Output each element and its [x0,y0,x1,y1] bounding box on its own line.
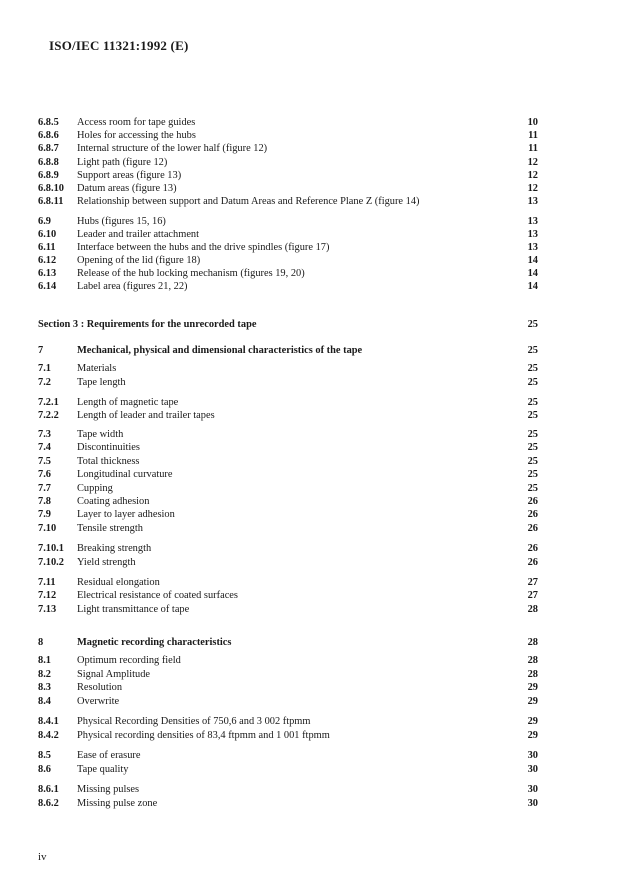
toc-clause-number: 7.5 [38,456,51,467]
toc-page-number: 25 [527,410,538,421]
toc-entry [0,409,631,422]
toc-entry [0,695,631,708]
toc-clause-number: 7.11 [38,577,56,588]
toc-clause-number: 6.12 [38,255,57,266]
toc-clause-number: 7.2 [38,377,51,388]
toc-entry [0,344,631,357]
toc-clause-title: Relationship between support and Datum Areas and Reference Plane Z (figure 14) [77,196,420,207]
toc-page-number: 25 [527,319,538,330]
toc-page-number: 13 [527,216,538,227]
toc-clause-title: Ease of erasure [77,750,141,761]
toc-clause-title: Materials [77,363,117,374]
toc-clause-number: 6.8.6 [38,130,59,141]
toc-page-number: 30 [527,784,538,795]
toc-page-number: 25 [527,456,538,467]
toc-entry [0,797,631,810]
toc-entry [0,729,631,742]
toc-entry [0,142,631,155]
toc-clause-title: Length of magnetic tape [77,397,179,408]
toc-section-label: Section 3 : Requirements for the unrecorded tape [38,319,257,330]
toc-clause-number: 6.8.10 [38,183,64,194]
toc-clause-title: Missing pulses [77,784,140,795]
toc-clause-title: Internal structure of the lower half (figure 12) [77,143,268,154]
toc-clause-title: Tape width [77,429,124,440]
toc-page-number: 29 [527,730,538,741]
toc-clause-title: Resolution [77,682,123,693]
toc-clause-number: 7.10 [38,523,57,534]
toc-clause-number: 7.10.2 [38,557,64,568]
toc-page-number: 28 [527,655,538,666]
toc-entry [0,495,631,508]
toc-page-number: 14 [527,268,538,279]
toc-clause-title: Discontinuities [77,442,140,453]
toc-page-number: 14 [527,281,538,292]
toc-clause-number: 8.5 [38,750,51,761]
toc-entry [0,654,631,667]
toc-entry [0,215,631,228]
toc-page-number: 12 [527,170,538,181]
toc-clause-number: 7.3 [38,429,51,440]
toc-clause-title: Signal Amplitude [77,669,151,680]
toc-clause-title: Total thickness [77,456,140,467]
toc-clause-title: Overwrite [77,696,120,707]
toc-page-number: 11 [528,143,538,154]
toc-clause-title: Physical Recording Densities of 750,6 and 3 002 ftpmm [77,716,311,727]
toc-clause-number: 6.14 [38,281,57,292]
toc-entry [0,129,631,142]
toc-clause-number: 8 [38,637,44,648]
toc-clause-number: 6.8.11 [38,196,64,207]
toc-page-number: 26 [527,543,538,554]
toc-entry [0,376,631,389]
toc-page-number: 29 [527,682,538,693]
toc-page-number: 13 [527,229,538,240]
toc-clause-number: 7.6 [38,469,51,480]
toc-clause-number: 8.6.2 [38,798,59,809]
toc-clause-number: 8.1 [38,655,51,666]
toc-clause-title: Tensile strength [77,523,143,534]
toc-page-number: 25 [527,397,538,408]
toc-clause-title: Physical recording densities of 83,4 ftpmm and 1 001 ftpmm [77,730,330,741]
toc-clause-title: Optimum recording field [77,655,181,666]
toc-clause-title: Electrical resistance of coated surfaces [77,590,238,601]
toc-clause-title: Support areas (figure 13) [77,170,182,181]
toc-entry [0,241,631,254]
toc-clause-title: Opening of the lid (figure 18) [77,255,201,266]
toc-entry [0,603,631,616]
toc-page-number: 25 [527,363,538,374]
toc-clause-number: 7 [38,345,44,356]
toc-clause-title: Light path (figure 12) [77,157,168,168]
toc-page-number: 30 [527,764,538,775]
toc-clause-title: Breaking strength [77,543,152,554]
toc-page-number: 25 [527,377,538,388]
toc-clause-number: 6.8.7 [38,143,59,154]
toc-entry [0,254,631,267]
toc-page-number: 27 [527,577,538,588]
toc-page-number: 27 [527,590,538,601]
toc-entry [0,396,631,409]
toc-clause-number: 7.13 [38,604,57,615]
toc-clause-title: Longitudinal curvature [77,469,173,480]
toc-page-number: 25 [527,429,538,440]
toc-entry [0,556,631,569]
toc-entry [0,576,631,589]
toc-entry [0,715,631,728]
toc-clause-title: Residual elongation [77,577,160,588]
toc-clause-number: 7.2.2 [38,410,59,421]
toc-page-number: 13 [527,196,538,207]
toc-entry [0,482,631,495]
toc-page-number: 26 [527,523,538,534]
toc-page-number: 25 [527,483,538,494]
toc-entry [0,522,631,535]
toc-clause-title: Length of leader and trailer tapes [77,410,215,421]
toc-clause-number: 7.2.1 [38,397,59,408]
page-number-footer: iv [38,851,47,863]
toc-clause-number: 7.12 [38,590,57,601]
toc-page-number: 30 [527,750,538,761]
toc-page-number: 26 [527,557,538,568]
toc-clause-title: Release of the hub locking mechanism (figures 19, 20) [77,268,305,279]
toc-page-number: 26 [527,509,538,520]
toc-page-number: 25 [527,469,538,480]
toc-clause-number: 8.6.1 [38,784,59,795]
toc-clause-number: 7.1 [38,363,51,374]
toc-clause-number: 8.2 [38,669,51,680]
toc-clause-title: Holes for accessing the hubs [77,130,196,141]
toc-entry [0,455,631,468]
toc-entry [0,182,631,195]
toc-clause-title: Tape length [77,377,126,388]
toc-page-number: 25 [527,345,538,356]
toc-entry [0,749,631,762]
toc-page-number: 28 [527,604,538,615]
toc-page-number: 12 [527,183,538,194]
toc-clause-number: 8.6 [38,764,51,775]
toc-clause-title: Light transmittance of tape [77,604,190,615]
toc-clause-title: Hubs (figures 15, 16) [77,216,166,227]
toc-clause-title: Access room for tape guides [77,117,196,128]
toc-clause-number: 6.8.5 [38,117,59,128]
toc-clause-number: 8.4.1 [38,716,59,727]
toc-page-number: 28 [527,637,538,648]
toc-clause-title: Layer to layer adhesion [77,509,175,520]
toc-clause-title: Label area (figures 21, 22) [77,281,188,292]
toc-entry [0,542,631,555]
toc-page-number: 29 [527,716,538,727]
toc-page-number: 25 [527,442,538,453]
toc-clause-number: 7.9 [38,509,51,520]
toc-clause-number: 6.11 [38,242,56,253]
toc-entry [0,468,631,481]
toc-entry [0,228,631,241]
toc-clause-title: Magnetic recording characteristics [77,637,232,648]
toc-clause-title: Leader and trailer attachment [77,229,200,240]
toc-entry [0,195,631,208]
toc-entry [0,267,631,280]
toc-clause-number: 6.8.9 [38,170,59,181]
toc-clause-number: 6.8.8 [38,157,59,168]
toc-clause-number: 6.9 [38,216,51,227]
toc-clause-number: 7.8 [38,496,51,507]
toc-entry [0,280,631,293]
toc-page-number: 26 [527,496,538,507]
toc-clause-title: Mechanical, physical and dimensional characteristics of the tape [77,345,363,356]
toc-entry [0,763,631,776]
toc-clause-number: 7.7 [38,483,51,494]
toc-entry [0,156,631,169]
toc-entry [0,681,631,694]
toc-clause-number: 6.13 [38,268,57,279]
toc-page-number: 11 [528,130,538,141]
toc-page-number: 12 [527,157,538,168]
toc-page-number: 30 [527,798,538,809]
toc-entry [0,116,631,129]
toc-entry [0,441,631,454]
toc-clause-title: Coating adhesion [77,496,150,507]
toc-page-number: 28 [527,669,538,680]
toc-entry [0,668,631,681]
toc-clause-title: Yield strength [77,557,136,568]
toc-entry [0,362,631,375]
toc-section-entry [0,318,631,331]
toc-clause-title: Missing pulse zone [77,798,158,809]
toc-clause-number: 8.3 [38,682,51,693]
toc-clause-title: Interface between the hubs and the drive spindles (figure 17) [77,242,330,253]
toc-clause-title: Datum areas (figure 13) [77,183,177,194]
toc-clause-number: 7.10.1 [38,543,64,554]
document-header: ISO/IEC 11321:1992 (E) [49,38,189,53]
toc-clause-number: 7.4 [38,442,51,453]
toc-page-number: 10 [527,117,538,128]
toc-clause-number: 8.4.2 [38,730,59,741]
toc-entry [0,783,631,796]
toc-page-number: 13 [527,242,538,253]
toc-clause-number: 8.4 [38,696,51,707]
toc-entry [0,169,631,182]
toc-page-number: 29 [527,696,538,707]
toc-entry [0,508,631,521]
toc-clause-title: Tape quality [77,764,129,775]
toc-entry [0,428,631,441]
toc-clause-title: Cupping [77,483,113,494]
toc-clause-number: 6.10 [38,229,57,240]
toc-entry [0,636,631,649]
toc-page-number: 14 [527,255,538,266]
toc-entry [0,589,631,602]
